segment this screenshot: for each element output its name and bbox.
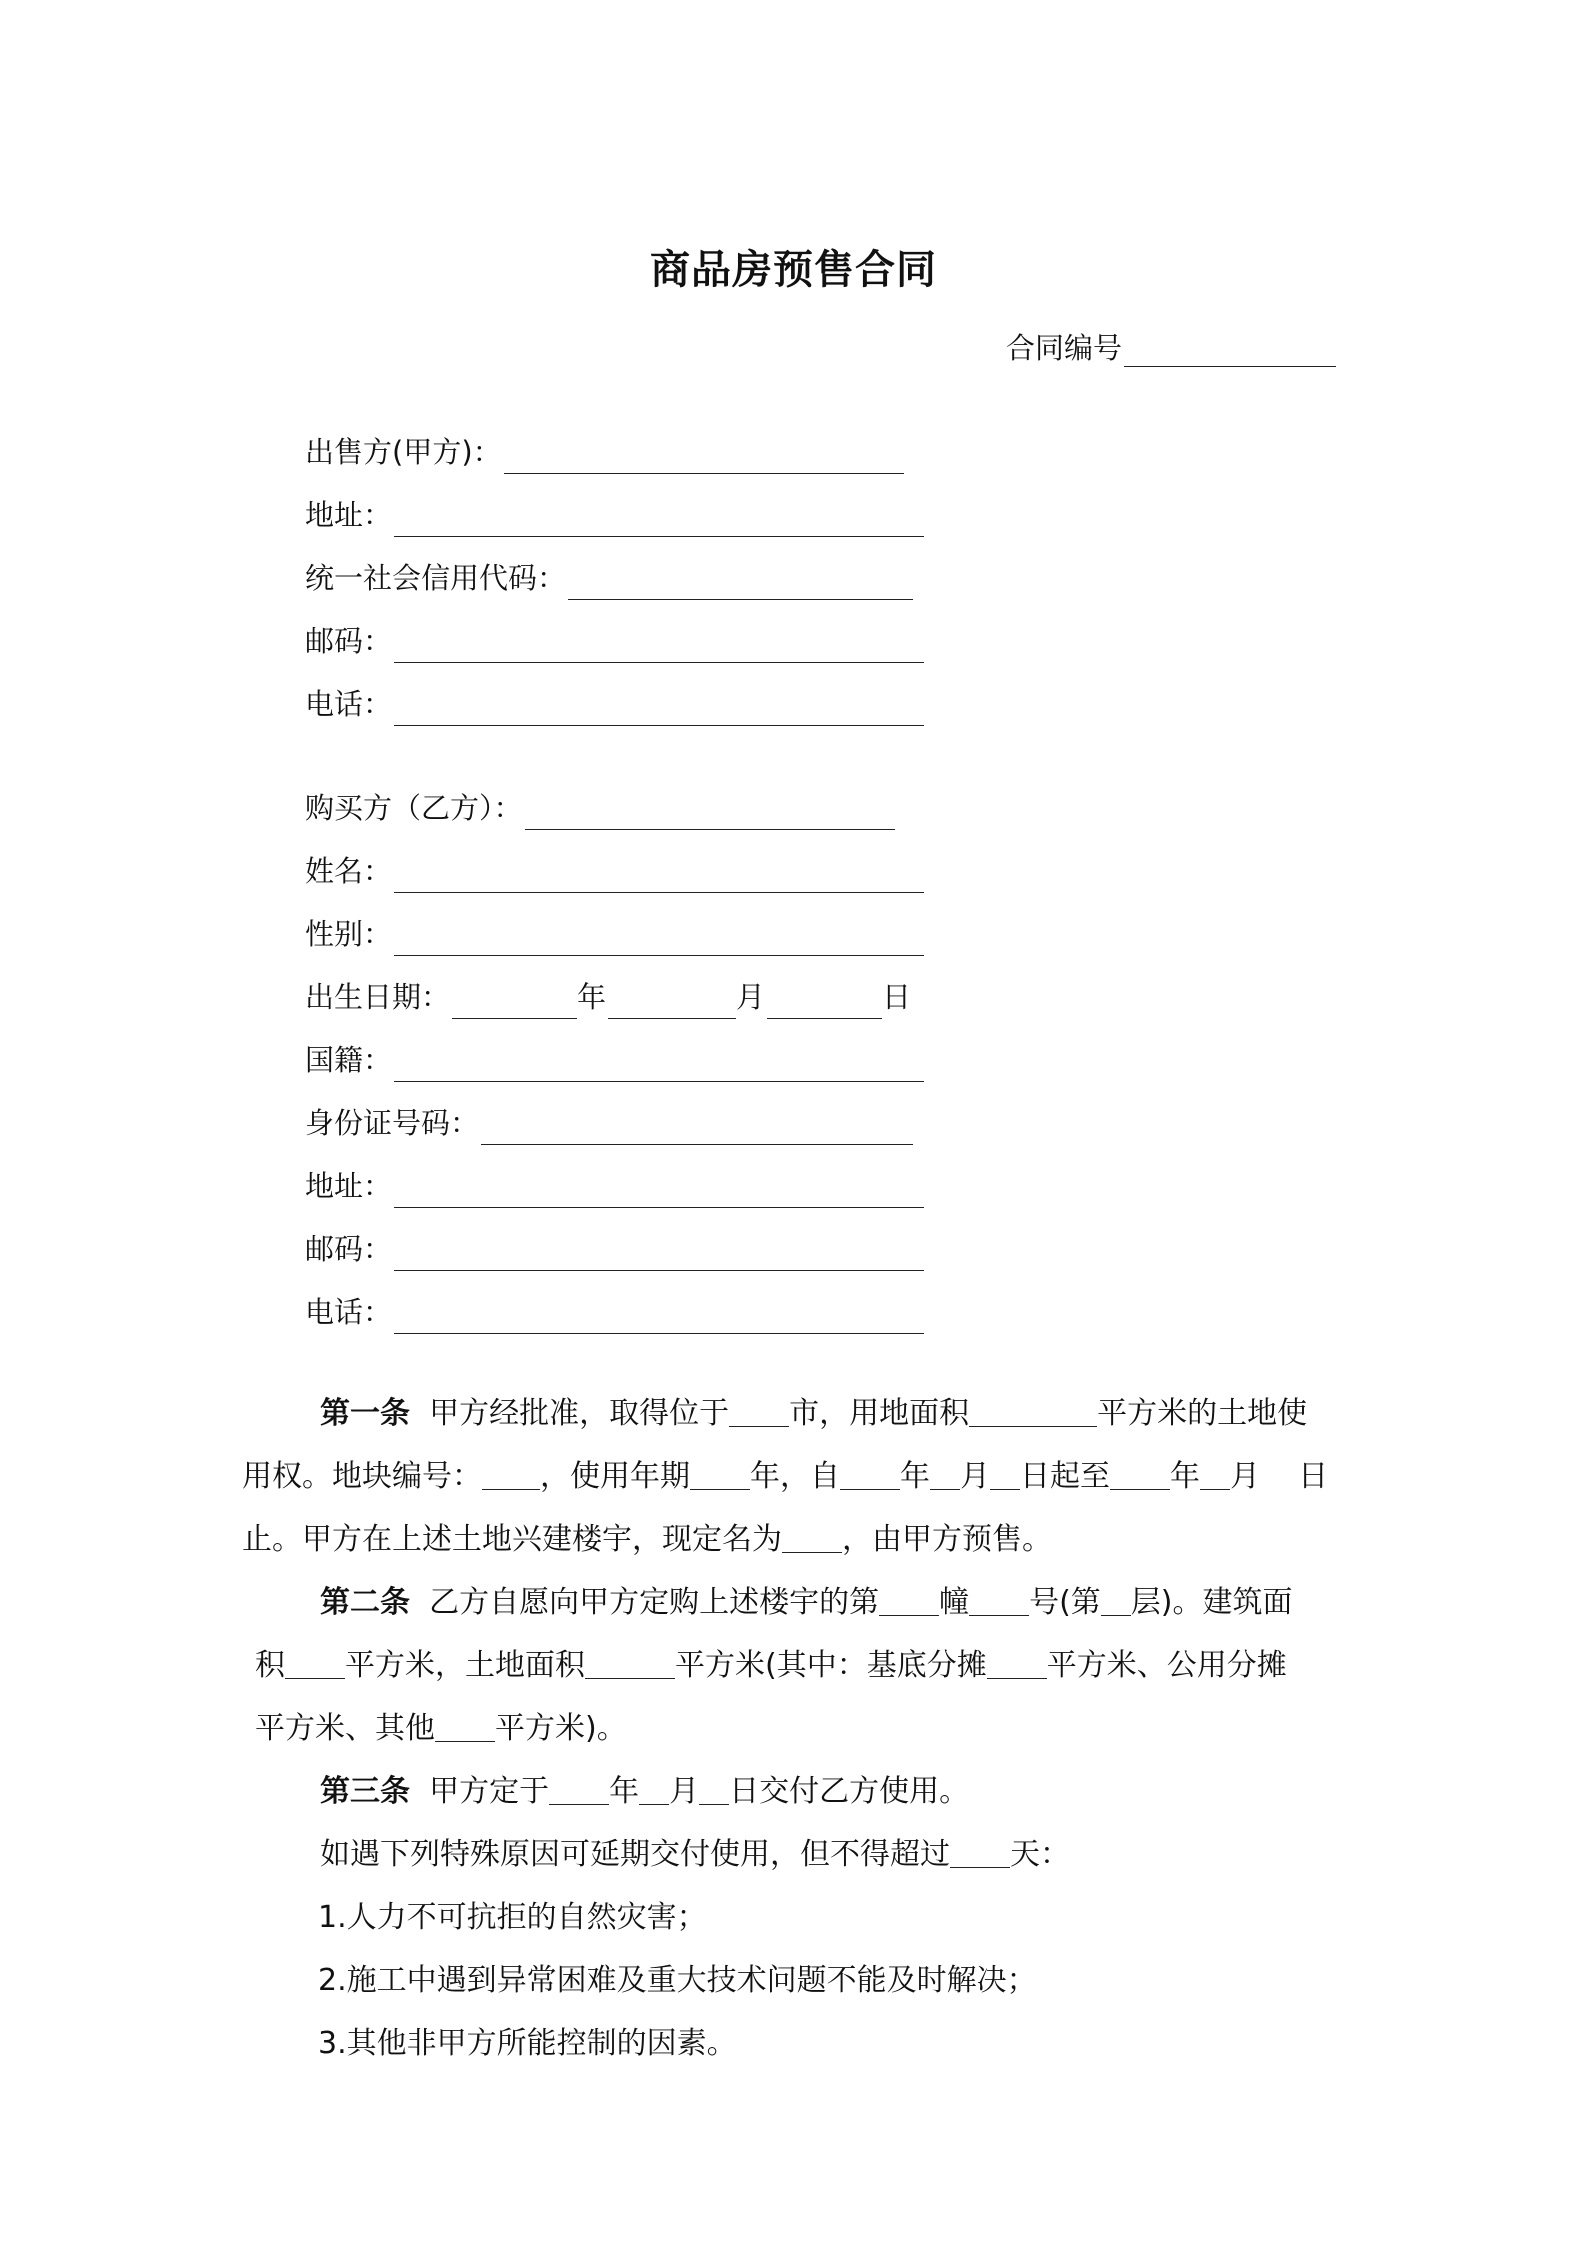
buyer-name-field <box>305 849 924 893</box>
article1-text: ，由甲方预售。 <box>842 1522 1052 1557</box>
blank[interactable] <box>585 1648 675 1679</box>
blank[interactable] <box>482 1459 540 1490</box>
blank[interactable] <box>285 1648 345 1679</box>
buyer-gender-blank[interactable] <box>394 919 924 956</box>
buyer-postcode-blank[interactable] <box>394 1234 924 1271</box>
blank[interactable] <box>782 1522 842 1553</box>
buyer-id-blank[interactable] <box>481 1108 913 1145</box>
seller-field <box>305 430 904 474</box>
credit-code-field <box>305 556 913 600</box>
article1-text: 平方米的土地使 <box>1097 1396 1308 1431</box>
article2-text: 积 <box>255 1648 285 1683</box>
seller-label: 出售方(甲方)： <box>305 435 502 469</box>
buyer-field <box>305 786 895 830</box>
buyer-phone-label: 电话： <box>305 1295 393 1329</box>
blank[interactable] <box>1110 1459 1170 1490</box>
buyer-name-label: 姓名： <box>305 854 393 888</box>
buyer-gender-field <box>305 912 924 956</box>
seller-address-field <box>305 493 924 537</box>
article3-text: 月 <box>669 1774 700 1809</box>
blank[interactable] <box>1101 1585 1131 1616</box>
blank[interactable] <box>969 1396 1097 1427</box>
buyer-phone-field <box>305 1290 924 1334</box>
credit-code-label: 统一社会信用代码： <box>305 561 567 595</box>
birth-year-blank[interactable] <box>452 982 577 1019</box>
contract-number-blank[interactable] <box>1124 332 1336 367</box>
blank[interactable] <box>690 1459 750 1490</box>
buyer-label: 购买方（乙方）： <box>305 791 523 825</box>
article1-heading: 第一条 <box>320 1396 410 1431</box>
blank[interactable] <box>435 1711 495 1742</box>
buyer-gender-label: 性别： <box>305 917 393 951</box>
article3-line1 <box>320 1770 969 1814</box>
article2-text: 乙方自愿向甲方定购上述楼宇的第 <box>429 1585 880 1620</box>
article2-line3 <box>255 1707 627 1751</box>
article2-text: 平方米)。 <box>495 1711 627 1746</box>
article1-text: ，使用年期 <box>540 1459 690 1494</box>
article2-heading: 第二条 <box>320 1585 410 1620</box>
article2-text: 平方米，土地面积 <box>345 1648 585 1683</box>
buyer-name-blank[interactable] <box>394 856 924 893</box>
birth-day-unit: 日 <box>882 980 912 1014</box>
list-item: 2.施工中遇到异常困难及重大技术问题不能及时解决； <box>318 1963 1037 1998</box>
buyer-nationality-blank[interactable] <box>394 1045 924 1082</box>
article3-text: 年 <box>609 1774 640 1809</box>
article1-text: 日 <box>1298 1459 1329 1494</box>
buyer-address-label: 地址： <box>305 1169 393 1203</box>
article2-line2 <box>255 1644 1287 1688</box>
seller-postcode-label: 邮码： <box>305 624 393 658</box>
article1-text: 市，用地面积 <box>789 1396 970 1431</box>
blank[interactable] <box>950 1837 1010 1868</box>
article2-text: 平方米(其中：基底分摊 <box>675 1648 987 1683</box>
article1-line1 <box>320 1392 1307 1436</box>
buyer-postcode-label: 邮码： <box>305 1232 393 1266</box>
birth-month-unit: 月 <box>736 980 766 1014</box>
buyer-phone-blank[interactable] <box>394 1297 924 1334</box>
blank[interactable] <box>729 1396 789 1427</box>
article1-text: 月 <box>960 1459 990 1494</box>
seller-phone-label: 电话： <box>305 687 393 721</box>
buyer-address-field <box>305 1164 924 1208</box>
buyer-blank[interactable] <box>525 793 895 830</box>
seller-postcode-field <box>305 619 924 663</box>
birth-year-unit: 年 <box>577 980 607 1014</box>
article3-delay <box>320 1833 1070 1877</box>
article2-line1 <box>320 1581 1293 1625</box>
article3-text: 如遇下列特殊原因可延期交付使用，但不得超过 <box>320 1837 950 1872</box>
seller-address-blank[interactable] <box>394 500 924 537</box>
list-item: 3.其他非甲方所能控制的因素。 <box>318 2026 737 2061</box>
blank[interactable] <box>699 1774 729 1805</box>
buyer-birth-label: 出生日期： <box>305 980 451 1014</box>
buyer-id-field <box>305 1101 913 1145</box>
blank[interactable] <box>969 1585 1029 1616</box>
seller-blank[interactable] <box>504 437 904 474</box>
blank[interactable] <box>987 1648 1047 1679</box>
article3-text: 甲方定于 <box>429 1774 550 1809</box>
blank[interactable] <box>840 1459 900 1490</box>
article3-text: 天： <box>1010 1837 1070 1872</box>
article2-text: 层)。建筑面 <box>1130 1585 1293 1620</box>
blank[interactable] <box>930 1459 960 1490</box>
article2-text: 号(第 <box>1029 1585 1101 1620</box>
blank[interactable] <box>1200 1459 1230 1490</box>
seller-postcode-blank[interactable] <box>394 626 924 663</box>
article1-text: 月 <box>1230 1459 1260 1494</box>
blank[interactable] <box>879 1585 939 1616</box>
contract-number <box>1006 326 1336 367</box>
article1-line3 <box>242 1518 1052 1562</box>
buyer-birth-field <box>305 975 911 1019</box>
article1-line2 <box>242 1455 1328 1499</box>
article2-text: 平方米、其他 <box>255 1711 435 1746</box>
article3-heading: 第三条 <box>320 1774 410 1809</box>
list-item: 1.人力不可抗拒的自然灾害； <box>318 1900 707 1935</box>
article1-text: 年 <box>900 1459 930 1494</box>
buyer-id-label: 身份证号码： <box>305 1106 480 1140</box>
blank[interactable] <box>549 1774 609 1805</box>
page-title: 商品房预售合同 <box>650 246 937 293</box>
birth-day-blank[interactable] <box>767 982 882 1019</box>
article1-text: 止。甲方在上述土地兴建楼宇，现定名为 <box>242 1522 782 1557</box>
seller-phone-blank[interactable] <box>394 689 924 726</box>
contract-number-label: 合同编号 <box>1006 331 1123 365</box>
buyer-postcode-field <box>305 1227 924 1271</box>
buyer-address-blank[interactable] <box>394 1171 924 1208</box>
credit-code-blank[interactable] <box>568 563 913 600</box>
article3-text: 日交付乙方使用。 <box>729 1774 970 1809</box>
buyer-nationality-label: 国籍： <box>305 1043 393 1077</box>
seller-address-label: 地址： <box>305 498 393 532</box>
article2-text: 幢 <box>939 1585 970 1620</box>
seller-phone-field <box>305 682 924 726</box>
birth-month-blank[interactable] <box>608 982 736 1019</box>
blank[interactable] <box>990 1459 1020 1490</box>
article1-text: 甲方经批准，取得位于 <box>429 1396 730 1431</box>
article1-text: 年 <box>1170 1459 1200 1494</box>
article1-text: 用权。地块编号： <box>242 1459 482 1494</box>
article1-text: 年，自 <box>750 1459 840 1494</box>
buyer-nationality-field <box>305 1038 924 1082</box>
article2-text: 平方米、公用分摊 <box>1046 1648 1287 1683</box>
blank[interactable] <box>639 1774 669 1805</box>
article1-text: 日起至 <box>1020 1459 1110 1494</box>
